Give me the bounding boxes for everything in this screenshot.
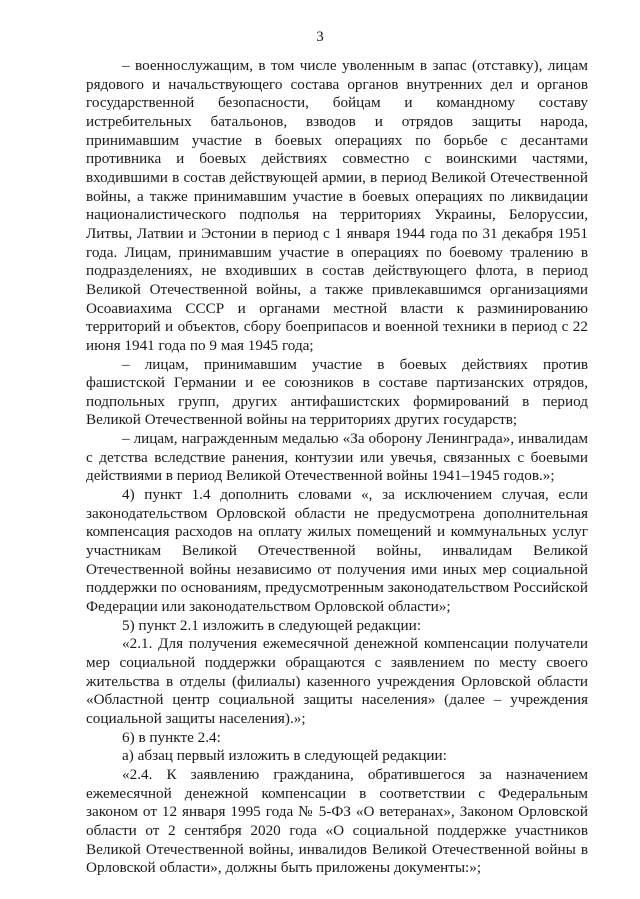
- paragraph-clause-2-1: «2.1. Для получения ежемесячной денежной компенсации получатели мер социальной поддержки обращаются с заявлением по месту своего жительства в отделы (филиалы) казенного учреждения Орловской области «Областной центр социальной защиты населения» (далее – учреждения социальной защиты населения).»;: [86, 635, 588, 727]
- paragraph-military-personnel: – военнослужащим, в том числе уволенным в запас (отставку), лицам рядового и начальствующего состава органов внутренних дел и органов государственной безопасности, бойцам и командному составу истребительных батальонов, взводов и отрядов защиты народа, принимавшим участие в боевых операциях по борьбе с десантами противника и боевых действиях совместно с воинскими частями, входившими в состав действующей армии, в период Великой Отечественной войны, а также принимавшим участие в боевых операциях по ликвидации националистического подполья на территориях Украины, Белоруссии, Литвы, Латвии и Эстонии в период с 1 января 1944 года по 31 декабря 1951 года. Лицам, принимавшим участие в операциях по боевому тралению в подразделениях, не входивших в состав действующего флота, в период Великой Отечественной войны, а также привлекавшимся организациями Осоавиахима СССР и органами местной власти к разминированию территорий и объектов, сбору боеприпасов и военной техники в период с 22 июня 1941 года по 9 мая 1945 года;: [86, 57, 588, 354]
- document-body: [86, 57, 588, 878]
- paragraph-clause-2-4: «2.4. К заявлению гражданина, обратившегося за назначением ежемесячной денежной компенсации в соответствии с Федеральным законом от 12 января 1995 года № 5-ФЗ «О ветеранах», Законом Орловской области от 2 сентября 2020 года «О социальной поддержке участников Великой Отечественной войны, инвалидов Великой Отечественной войны в Орловской области», должны быть приложены документы:»;: [86, 765, 588, 877]
- paragraph-partisans: – лицам, принимавшим участие в боевых действиях против фашистской Германии и ее союзников в составе партизанских отрядов, подпольных групп, других антифашистских формирований в период Великой Отечественной войны на территориях других государств;: [86, 355, 588, 429]
- paragraph-item-6a: а) абзац первый изложить в следующей редакции:: [122, 747, 447, 765]
- page-number: 3: [316, 29, 324, 45]
- paragraph-item-6: 6) в пункте 2.4:: [122, 728, 221, 746]
- paragraph-leningrad-medal: – лицам, награжденным медалью «За оборону Ленинграда», инвалидам с детства вследствие ранения, контузии или увечья, связанных с боевыми действиями в период Великой Отечественной войны 1941–1945 годов.»;: [86, 430, 588, 485]
- paragraph-item-4: 4) пункт 1.4 дополнить словами «, за исключением случая, если законодательством Орловской области не предусмотрена дополнительная компенсация расходов на оплату жилых помещений и коммунальных услуг участникам Великой Отечественной войны, инвалидам Великой Отечественной войны независимо от получения ими иных мер социальной поддержки по основаниям, предусмотренным законодательством Российской Федерации или законодательством Орловской области»;: [86, 486, 588, 616]
- paragraph-item-5: 5) пункт 2.1 изложить в следующей редакции:: [122, 616, 422, 634]
